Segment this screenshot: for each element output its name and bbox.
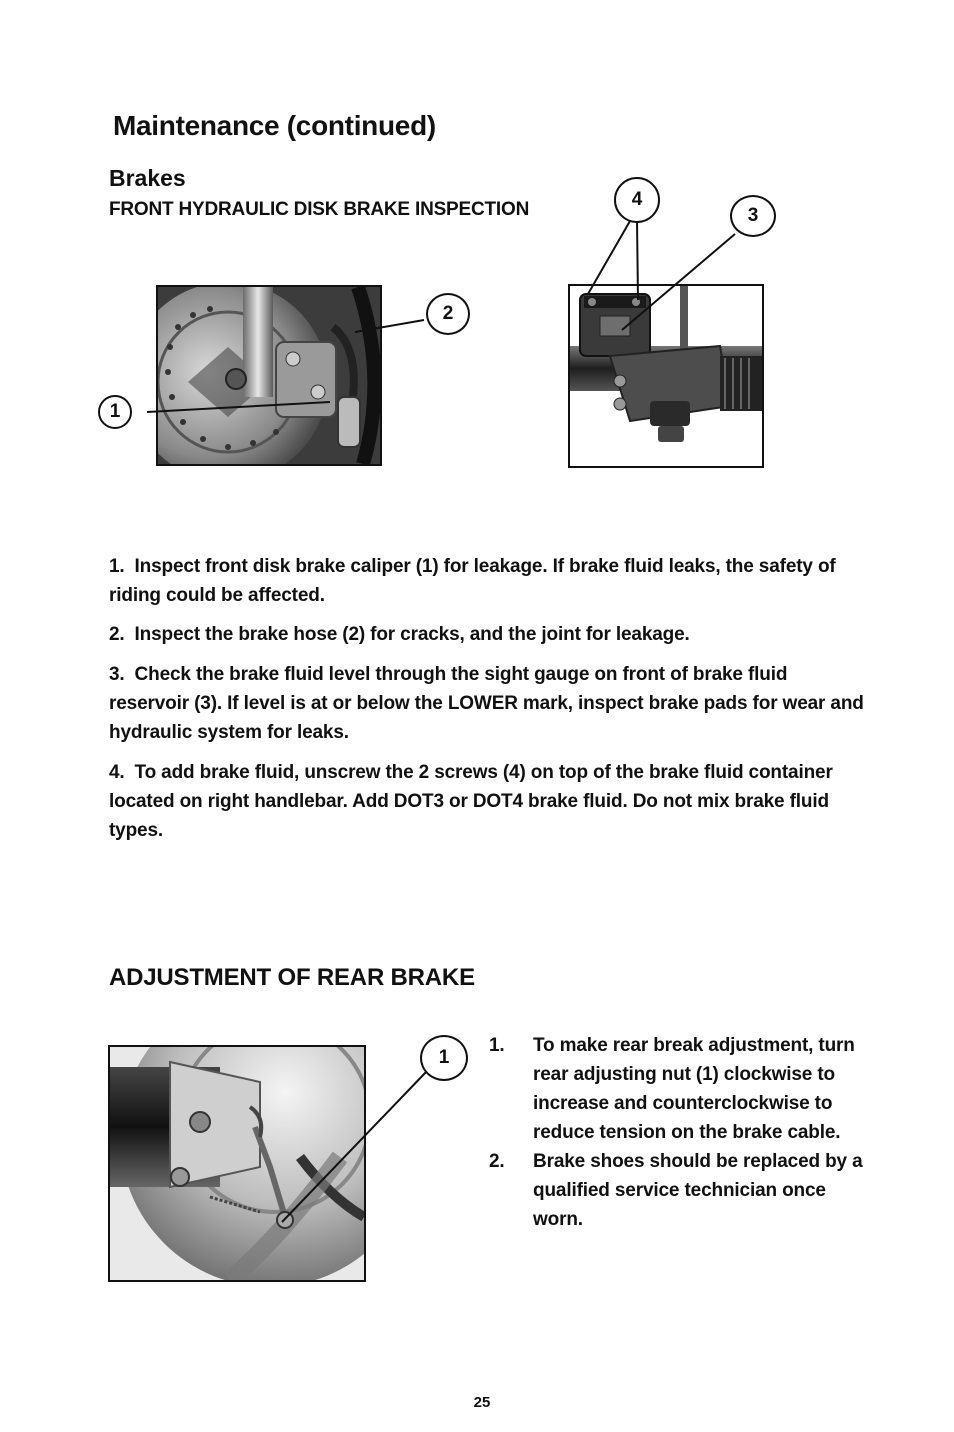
step-4: 4. To add brake fluid, unscrew the 2 screws (4) on top of the brake fluid container located on right handlebar. Add DOT3 or DOT4 brake fluid. Do not mix brake fluid types. (109, 762, 833, 841)
page-number: 25 (473, 1394, 491, 1411)
step-3: 3. Check the brake fluid level through the sight gauge on front of brake fluid reservoir (3). If level is at or below the LOWER mark, inspect brake pads for wear and hydraulic system for leaks. (109, 664, 864, 743)
rear-brake-steps (489, 1031, 869, 1234)
page-title: Maintenance (continued) (113, 110, 436, 141)
callout-1-adjusting-nut: 1 (420, 1035, 468, 1081)
callout-2-brake-hose: 2 (426, 293, 470, 335)
callout-3-reservoir: 3 (730, 195, 776, 237)
callout-1-caliper: 1 (98, 395, 132, 429)
rear-step-2: 2. Brake shoes should be replaced by a qualified service technician once worn. (489, 1151, 863, 1230)
step-1: 1. Inspect front disk brake caliper (1) for leakage. If brake fluid leaks, the safety of riding could be affected. (109, 556, 836, 606)
rear-brake-heading: ADJUSTMENT OF REAR BRAKE (109, 964, 475, 991)
front-brake-subheading: FRONT HYDRAULIC DISK BRAKE INSPECTION (109, 199, 530, 220)
step-2: 2. Inspect the brake hose (2) for cracks, and the joint for leakage. (109, 624, 690, 645)
rear-step-1: 1. To make rear break adjustment, turn rear adjusting nut (1) clockwise to increase and counterclockwise to reduce tension on the brake cable. (489, 1035, 855, 1143)
callout-4-screws: 4 (614, 177, 660, 223)
brakes-heading: Brakes (109, 165, 186, 191)
